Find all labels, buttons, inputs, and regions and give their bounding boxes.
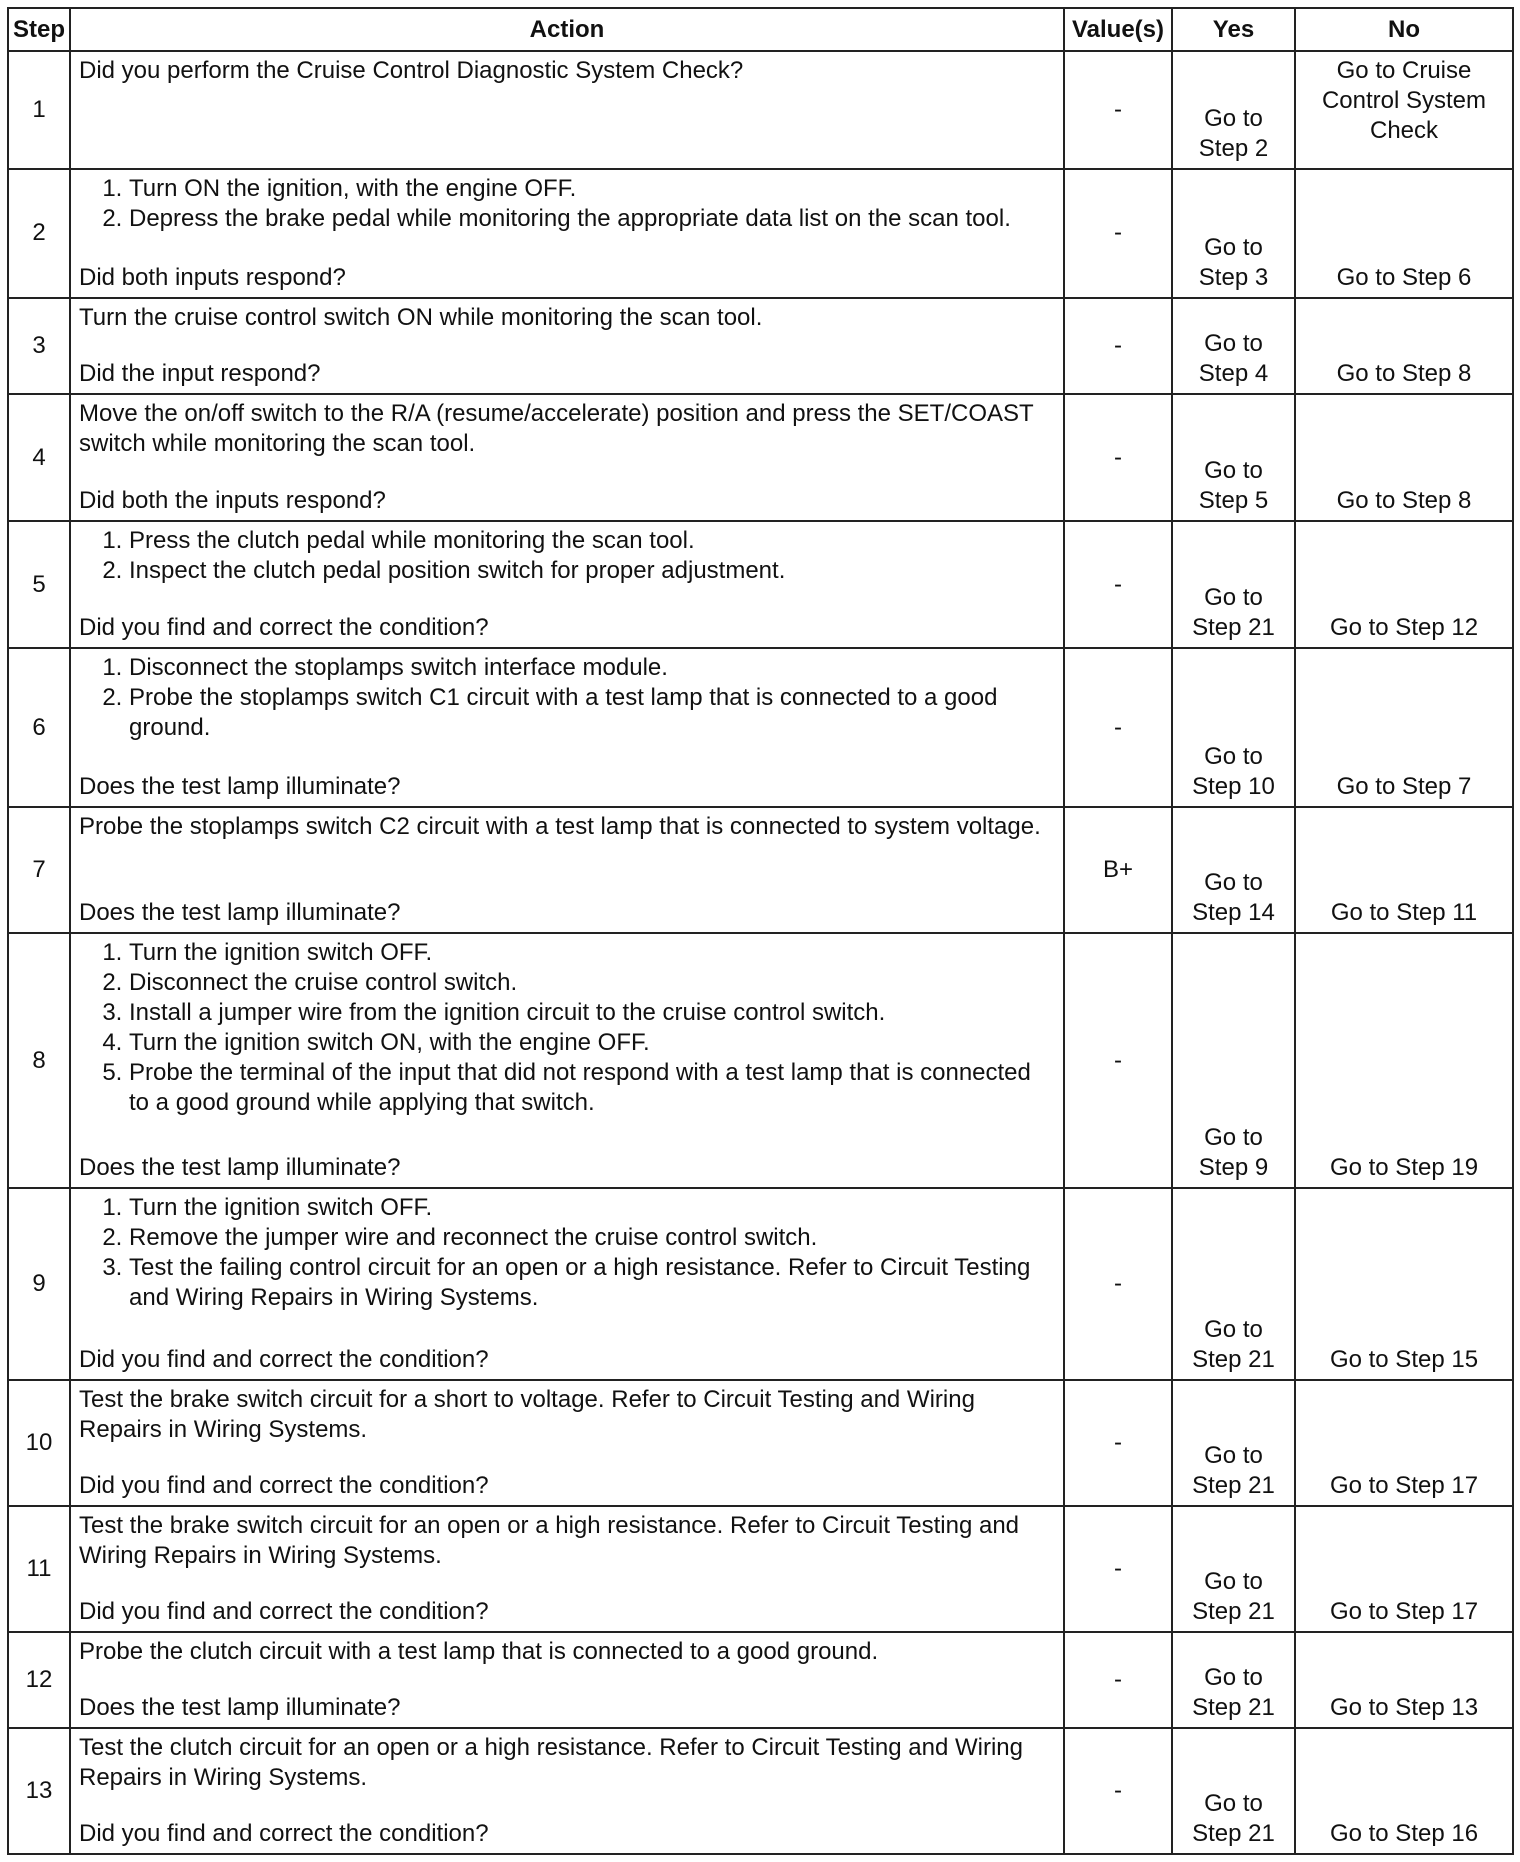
action-step-item: 3. Test the failing control circuit for an open or a high resistance. Refer to Circuit Testing and Wiring Repairs in Wiring Systems.: [129, 1253, 1055, 1313]
no-cell: [1295, 648, 1513, 807]
action-step-item: 1. Turn the ignition switch OFF.: [129, 938, 1055, 968]
value-cell: B+: [1064, 807, 1172, 933]
no-text: Go to Step 17: [1329, 1597, 1479, 1625]
table-row: [8, 51, 1513, 169]
yes-text: Go to: [1204, 330, 1263, 358]
yes-text: Go to: [1204, 1441, 1263, 1469]
no-cell: [1295, 1728, 1513, 1854]
header-row: [8, 8, 1513, 51]
value-cell: -: [1064, 521, 1172, 648]
yes-cell: [1172, 169, 1295, 298]
no-cell: [1295, 1188, 1513, 1380]
no-text: Go to Step 16: [1329, 1820, 1479, 1847]
action-cell: [70, 1632, 1064, 1728]
step-number: 4: [8, 394, 70, 521]
no-text: Go to Step 12: [1329, 614, 1479, 642]
action-step-item: 1. Turn the ignition switch OFF.: [129, 1193, 1055, 1223]
yes-text: Go to: [1204, 1664, 1263, 1692]
step-number: 8: [8, 933, 70, 1188]
no-cell: [1295, 1380, 1513, 1506]
yes-cell: [1172, 1632, 1295, 1728]
action-cell: [70, 1506, 1064, 1632]
table-body: [8, 51, 1513, 1854]
no-cell: [1295, 298, 1513, 394]
table-row: [8, 648, 1513, 807]
yes-text: Step 3: [1198, 263, 1269, 291]
yes-text: Step 14: [1192, 899, 1275, 927]
yes-text: Go to: [1204, 1315, 1263, 1343]
no-cell: [1295, 394, 1513, 521]
action-step-item: 2. Depress the brake pedal while monitoring the appropriate data list on the scan tool.: [129, 204, 1055, 234]
action-step-item: 5. Probe the terminal of the input that did not respond with a test lamp that is connected to a good ground while applying that switch.: [129, 1058, 1055, 1118]
action-question: Did you find and correct the condition?: [79, 1597, 489, 1625]
step-number: 1: [8, 51, 70, 169]
yes-cell: [1172, 648, 1295, 807]
yes-cell: [1172, 1728, 1295, 1854]
no-text: Go to Step 13: [1329, 1694, 1479, 1722]
yes-text: Step 21: [1192, 1471, 1275, 1499]
step-number: 10: [8, 1380, 70, 1506]
action-steps-list: [79, 526, 1055, 586]
yes-text: Step 21: [1192, 1597, 1275, 1625]
yes-text: Step 5: [1198, 487, 1269, 515]
action-text: Did you perform the Cruise Control Diagnostic System Check?: [79, 57, 744, 84]
action-cell: [70, 51, 1064, 169]
yes-text: Step 21: [1192, 614, 1275, 642]
yes-text: Go to: [1204, 233, 1263, 261]
action-question: Did you find and correct the condition?: [79, 1820, 489, 1847]
action-question: Does the test lamp illuminate?: [79, 773, 401, 801]
no-text: Go to Step 8: [1336, 360, 1472, 388]
no-cell: [1295, 1506, 1513, 1632]
yes-text: Go to: [1204, 1567, 1263, 1595]
value-cell: -: [1064, 51, 1172, 169]
no-text: Go to Step 6: [1336, 263, 1472, 291]
action-cell: [70, 521, 1064, 648]
action-text: Test the brake switch circuit for a short to voltage. Refer to Circuit Testing and Wiring Repairs in Wiring Systems.: [79, 1385, 975, 1443]
value-cell: -: [1064, 169, 1172, 298]
yes-text: Step 2: [1198, 134, 1269, 162]
action-text: Turn the cruise control switch ON while monitoring the scan tool.: [79, 303, 763, 331]
step-number: 11: [8, 1506, 70, 1632]
yes-cell: [1172, 298, 1295, 394]
step-number: 7: [8, 807, 70, 933]
header-values: Value(s): [1064, 8, 1172, 51]
yes-text: Go to: [1204, 1124, 1263, 1152]
action-question: Does the test lamp illuminate?: [79, 899, 401, 927]
action-cell: [70, 807, 1064, 933]
action-steps-list: [79, 1193, 1055, 1313]
action-cell: [70, 298, 1064, 394]
action-step-item: 1. Disconnect the stoplamps switch interface module.: [129, 653, 1055, 683]
no-text: Go to Step 15: [1329, 1345, 1479, 1373]
yes-cell: [1172, 807, 1295, 933]
value-cell: -: [1064, 1632, 1172, 1728]
action-step-item: 2. Inspect the clutch pedal position switch for proper adjustment.: [129, 556, 1055, 586]
table-row: [8, 1728, 1513, 1854]
action-cell: [70, 1728, 1064, 1854]
action-step-item: 4. Turn the ignition switch ON, with the engine OFF.: [129, 1028, 1055, 1058]
action-question: Did you find and correct the condition?: [79, 1345, 489, 1373]
step-number: 3: [8, 298, 70, 394]
yes-cell: [1172, 521, 1295, 648]
table-row: [8, 1188, 1513, 1380]
action-cell: [70, 169, 1064, 298]
action-question: Did the input respond?: [79, 360, 321, 388]
action-text: Test the clutch circuit for an open or a high resistance. Refer to Circuit Testing and Wiring Repairs in Wiring Systems.: [79, 1734, 1024, 1792]
value-cell: -: [1064, 1506, 1172, 1632]
no-cell: [1295, 521, 1513, 648]
action-cell: [70, 648, 1064, 807]
action-question: Did both inputs respond?: [79, 263, 346, 291]
action-step-item: 1. Press the clutch pedal while monitoring the scan tool.: [129, 526, 1055, 556]
value-cell: -: [1064, 394, 1172, 521]
table-row: [8, 1506, 1513, 1632]
action-step-item: 3. Install a jumper wire from the ignition circuit to the cruise control switch.: [129, 998, 1055, 1028]
step-number: 12: [8, 1632, 70, 1728]
value-cell: -: [1064, 1380, 1172, 1506]
yes-text: Step 4: [1198, 360, 1269, 388]
no-text: Control System: [1321, 87, 1487, 114]
step-number: 6: [8, 648, 70, 807]
yes-text: Go to: [1204, 104, 1263, 132]
yes-text: Step 21: [1192, 1345, 1275, 1373]
action-steps-list: [79, 938, 1055, 1118]
no-text: Go to Step 19: [1329, 1154, 1479, 1182]
header-action: Action: [70, 8, 1064, 51]
yes-cell: [1172, 1506, 1295, 1632]
action-question: Did you find and correct the condition?: [79, 1471, 489, 1499]
yes-cell: [1172, 1380, 1295, 1506]
table-row: [8, 169, 1513, 298]
yes-text: Go to: [1204, 1790, 1263, 1817]
action-question: Did both the inputs respond?: [79, 487, 386, 515]
no-cell: [1295, 1632, 1513, 1728]
diagnostic-table: [7, 7, 1514, 1855]
header-no: No: [1295, 8, 1513, 51]
step-number: 13: [8, 1728, 70, 1854]
no-cell: [1295, 807, 1513, 933]
table-row: [8, 298, 1513, 394]
action-question: Does the test lamp illuminate?: [79, 1154, 401, 1182]
action-question: Does the test lamp illuminate?: [79, 1694, 401, 1722]
action-text: Probe the stoplamps switch C2 circuit with a test lamp that is connected to system voltage.: [79, 813, 1041, 841]
action-step-item: 2. Disconnect the cruise control switch.: [129, 968, 1055, 998]
table-row: [8, 521, 1513, 648]
yes-text: Step 21: [1192, 1820, 1275, 1847]
table-row: [8, 1632, 1513, 1728]
no-cell: [1295, 933, 1513, 1188]
action-question: Did you find and correct the condition?: [79, 614, 489, 642]
value-cell: -: [1064, 1728, 1172, 1854]
action-cell: [70, 1188, 1064, 1380]
table-row: [8, 394, 1513, 521]
yes-cell: [1172, 394, 1295, 521]
action-steps-list: [79, 174, 1055, 234]
no-cell: [1295, 51, 1513, 169]
action-text: Probe the clutch circuit with a test lamp that is connected to a good ground.: [79, 1637, 879, 1665]
yes-text: Go to: [1204, 457, 1263, 485]
no-text: Go to Cruise: [1336, 57, 1472, 84]
header-yes: Yes: [1172, 8, 1295, 51]
action-steps-list: [79, 653, 1055, 743]
yes-text: Go to: [1204, 869, 1263, 897]
yes-text: Step 10: [1192, 773, 1275, 801]
value-cell: -: [1064, 933, 1172, 1188]
action-cell: [70, 933, 1064, 1188]
no-text: Go to Step 7: [1336, 773, 1472, 801]
yes-text: Go to: [1204, 584, 1263, 612]
step-number: 5: [8, 521, 70, 648]
header-step: Step: [8, 8, 70, 51]
value-cell: -: [1064, 648, 1172, 807]
yes-cell: [1172, 933, 1295, 1188]
no-text: Go to Step 17: [1329, 1471, 1479, 1499]
table-row: [8, 933, 1513, 1188]
value-cell: -: [1064, 298, 1172, 394]
action-text: Test the brake switch circuit for an open or a high resistance. Refer to Circuit Testing and Wiring Repairs in Wiring Systems.: [79, 1511, 1020, 1569]
yes-text: Step 21: [1192, 1694, 1275, 1722]
no-text: Check: [1369, 117, 1439, 144]
yes-cell: [1172, 51, 1295, 169]
action-step-item: 2. Remove the jumper wire and reconnect the cruise control switch.: [129, 1223, 1055, 1253]
yes-text: Go to: [1204, 743, 1263, 771]
step-number: 9: [8, 1188, 70, 1380]
yes-text: Step 9: [1198, 1154, 1269, 1182]
value-cell: -: [1064, 1188, 1172, 1380]
no-text: Go to Step 11: [1330, 899, 1478, 927]
action-text: Move the on/off switch to the R/A (resume/accelerate) position and press the SET/COAST switch while monitoring the scan tool.: [79, 400, 1034, 458]
table-row: [8, 1380, 1513, 1506]
action-cell: [70, 1380, 1064, 1506]
action-cell: [70, 394, 1064, 521]
yes-cell: [1172, 1188, 1295, 1380]
table-row: [8, 807, 1513, 933]
action-step-item: 2. Probe the stoplamps switch C1 circuit with a test lamp that is connected to a good ground.: [129, 683, 1055, 743]
no-cell: [1295, 169, 1513, 298]
action-step-item: 1. Turn ON the ignition, with the engine OFF.: [129, 174, 1055, 204]
step-number: 2: [8, 169, 70, 298]
no-text: Go to Step 8: [1336, 487, 1472, 515]
